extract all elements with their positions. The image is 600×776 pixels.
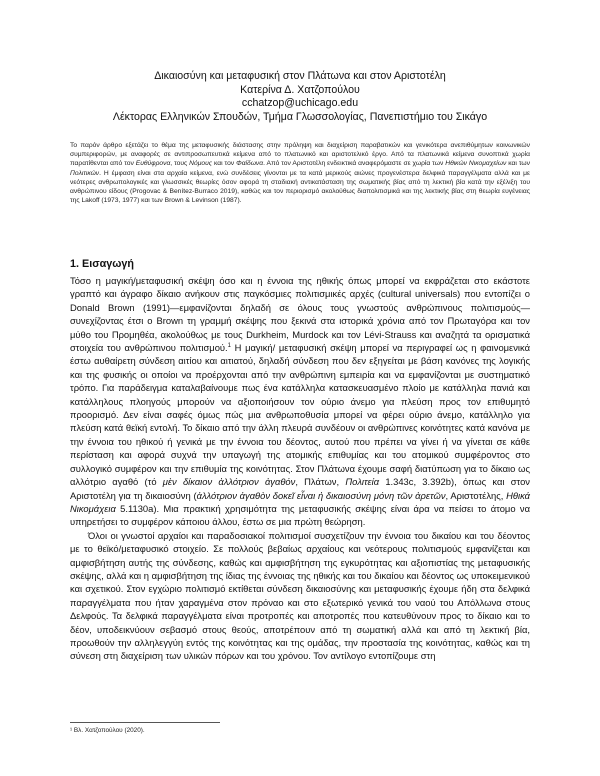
footnote-divider <box>70 722 220 723</box>
greek-quote: ἀλλότριον ἀγαθὸν δοκεῖ εἶναι ἡ δικαιοσύνη μόνη τῶν ἀρετῶν <box>196 489 446 501</box>
abstract-italic-euthyphron: Ευθύφρονα <box>135 160 171 168</box>
abstract-text: και τον <box>212 160 237 168</box>
abstract-italic-nomoi: Νόμους <box>189 160 213 168</box>
title-block <box>70 70 530 124</box>
work-title-ethika: Ηθικά Νικομάχεια <box>70 489 531 514</box>
paragraph-text: , Αριστοτέλης, <box>445 489 507 501</box>
greek-quote: μὲν δίκαιον ἀλλότριον ἀγαθόν <box>162 476 296 488</box>
abstract-italic-politika: Πολιτικών <box>70 169 100 177</box>
author-name: Κατερίνα Δ. Χατζοπούλου <box>240 83 360 96</box>
work-title-politeia: Πολιτεία <box>345 476 380 488</box>
paragraph-text: Τόσο η μαγική/μεταφυσική σκέψη όσο και η έννοια της ηθικής όπως μπορεί να εκφράζεται στο εκάστοτε γραπτό και άγραφο δίκαιο ανήκουν στις παγκόσμιες πολιτισμικές αρχές (cultural universals) που εντοπίζει ο Donald Brown (1991)—εμφανίζονται δηλαδή σε όλους τους γνωστούς ανθρώπινους πολιτισμούς—συνεχίζοντας έτσι ο Brown τη γραμμή σκέψης που ξεκινά στα ιστορικά χρόνια από τον Πρωταγόρα και τον μύθο του Προμηθέα, ακολούθως με τους Durkheim, Murdock και τον Lévi-Strauss και αναζητά τα ορισματικά στοιχεία του ανθρώπινου πολιτισμού. <box>70 275 530 354</box>
footnote-ref: 1 <box>227 342 231 349</box>
abstract-italic-phaidon: Φαίδωνα <box>236 160 264 168</box>
body-text <box>70 274 530 663</box>
author-affiliation: Λέκτορας Ελληνικών Σπουδών, Τμήμα Γλωσσολογίας, Πανεπιστήμιο του Σικάγο <box>112 110 488 123</box>
author-email: cchatzop@uchicago.edu <box>241 97 359 109</box>
abstract-text: και των <box>506 160 530 168</box>
abstract-italic-ethika: Ηθικών Νικομαχείων <box>445 160 507 168</box>
paragraph-text: 5.1130a). Μια πρακτική χρησιμότητα της μεταφυσικής σκέψης είναι άρα να πείσει το άτομο να υπηρετήσει το συμφέρον κάποιου άλλου, έστω σε μια πρώτη θεώρηση. <box>70 502 530 528</box>
paragraph-text: 1.343c, 3.392b), όπως και στον Αριστοτέλη για τη δικαιοσύνη ( <box>70 476 530 501</box>
paragraph-2: Όλοι οι γνωστοί αρχαίοι και παραδοσιακοί πολιτισμοί συσχετίζουν την έννοια του δικαίου και του δέοντος με το θεϊκό/μεταφυσικό στοιχείο. Σε πολλούς βεβαίως αρχαίους και νεότερους πολιτισμούς εμφανίζεται και αμφισβήτηση αυτής της σύνδεσης, καθώς και αμφισβήτηση της εγκυρότητας και αξιοπιστίας της μεταφυσικής σκέψης, αλλά και η αμφισβήτηση της ίδιας της έννοιας της ηθικής και του δικαίου και δέοντος ως υποκειμενικού και σχετικού. Στον εγχώριο πολιτισμό εκτίθεται σύνδεση δικαιοσύνης και μεταφυσικής έχουμε ήδη στα δελφικά παραγγέλματα που ήταν χαραγμένα στον πρόναο και στο εξωτερικό γενικά του ναού του Απόλλωνα στους Δελφούς. Τα δελφικά παραγγέλματα είναι προτροπές και αποτροπές που κατευθύνουν προς το δίκαιο και το δέον, υποδεικνύουν σεβασμό στους θεούς, αποτρέπουν από τη σωματική αλλά και από τη λεκτική βία, προωθούν την αλληλεγγύη εντός της κοινότητας και της ομάδας, την προστασία της κοινότητας, καθώς και τη σύνεση στη διαχείριση των υλικών πόρων και του χρόνου. Τον αντίλογο εντοπίζουμε στη <box>70 529 530 662</box>
abstract <box>70 141 530 205</box>
abstract-text: Το παρόν άρθρο εξετάζει το θέμα της μεταφυσικής διάστασης στην πρόληψη και διαχείριση παραβατικών και γενικότερα ανεπιθύμητων κοινωνικών συμπεριφορών, με αναφορές σε αντιπροσωπευτικά κείμενα από το πλατωνικό και αριστοτελικό έργο. Από τα πλατωνικά κείμενα συνοπτικά χωρία παρατίθενται από τον <box>70 142 530 168</box>
section-heading: 1. Εισαγωγή <box>70 258 134 270</box>
paragraph-text: Η μαγική/ μεταφυσική σκέψη μπορεί να περιγραφεί ως η φαινομενικά έστω αυθαίρετη σύνδεση αιτίου και αιτιατού, δηλαδή σύνδεση που δεν εξηγείται με βάση κανόνες της λογικής και της φυσικής οι οποίοι να προέρχονται από την ανθρώπινη εμπειρία και να εμφανίζονται με συστηματικό τρόπο. Για παράδειγμα καταλαβαίνουμε πως ένα κατάλληλα κατασκευασμένο πλοίο με κατάλληλα πανιά και κατάλληλους πλοηγούς μπορούν να αξιοποιήσουν τον ούριο άνεμο για πλεύση προς τον επιθυμητό προορισμό. Δεν είναι σαφές όμως πώς μια ανθρωποθυσία μπορεί να φέρει ούριο άνεμο, κατάλληλο για πλεύση κατά θεϊκή εντολή. Το δίκαιο από την άλλη πλευρά συνδέουν οι ανθρώπινες κοινότητες κατά κανόνα με την έννοια του ηθικού ή γενικά με την έννοια του δέοντος, αυτού που πρέπει να γίνει ή να γίνεται σε κάθε περίσταση και αφορά συχνά την υπαγωγή της ατομικής επιθυμίας και του ατομικού συμφέροντος στο συλλογικό συμφέρον και την επιθυμία της κοινότητας. Στον Πλάτωνα έχουμε σαφή διατύπωση για το δίκαιο ως αλλότριο αγαθό (τό <box>70 342 531 488</box>
paragraph-1 <box>70 274 530 529</box>
abstract-text: , τους <box>170 160 190 168</box>
abstract-text: . Η έμφαση είναι στα αρχαία κείμενα, ενώ συνδέσεις γίνονται με τα κατά μερικούς αιώνες προγενέστερα δελφικά παραγγέλματα αλλά και με νεότερες ανθρωπολογικές και γλωσσικές θεωρίες όσον αφορά τη σταδιακή αντικατάσταση της σωματικής βίας από τη λεκτική βία κατά την εξέλιξη του ανθρώπινου είδους (Progovac & Benítez-Burraco 2019), καθώς και τον περιορισμό ακολούθως διαπολιτισμικά και της λεκτικής βίας στη θεωρία ευγένειας της Lakoff (1973, 1977) και των Brown & Levinson (1987). <box>70 169 530 205</box>
paragraph-text: , Πλάτων, <box>295 476 346 488</box>
paper-title: Δικαιοσύνη και μεταφυσική στον Πλάτωνα και στον Αριστοτέλη <box>154 70 446 82</box>
abstract-text: . Από τον Αριστοτέλη ενδεικτικά αναφερόμαστε σε χωρία των <box>263 160 446 168</box>
footnote: ¹ Βλ. Χατζοπούλου (2020). <box>70 727 145 734</box>
